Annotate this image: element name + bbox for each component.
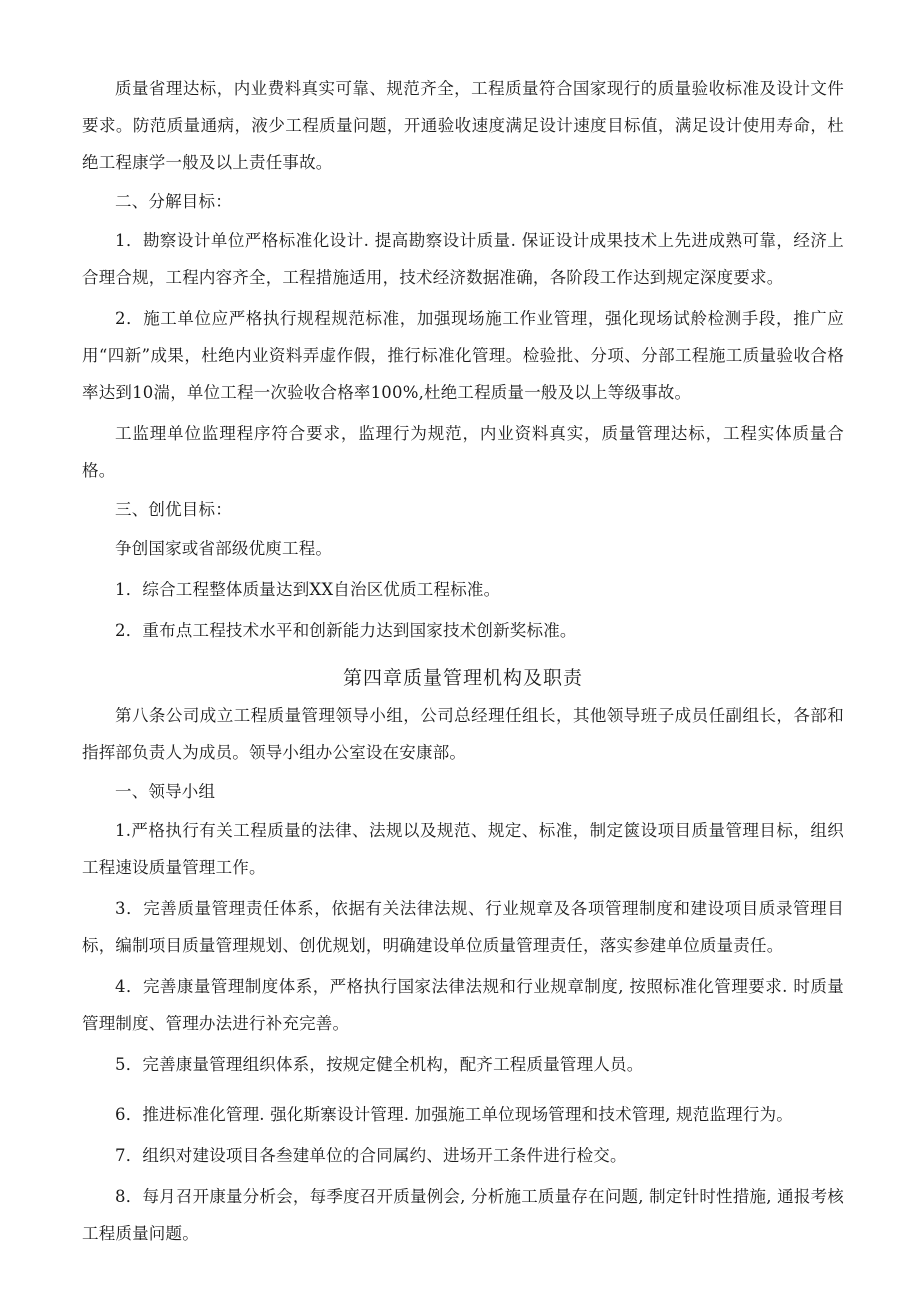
list-item-survey-design: 1．勘察设计单位严格标准化设计. 提高勘察设计质量. 保证设计成果技术上先进成熟可靠，经济上合理合规，工程内容齐全，工程措施适用，技术经济数据准确，各阶段工作达到规定深度要求。 [82,231,844,287]
list-item-key-projects: 2．重布点工程技术水平和创新能力达到国家技术创新奖标准。 [115,621,577,640]
chapter-title: 第四章质量管理机构及职责 [342,667,583,689]
section-heading-leadership-group: 一、领导小组 [115,782,216,801]
list-item-duty-5: 5．完善康量管理组织体系，按规定健全机构，配齐工程质量管理人员。 [115,1055,644,1074]
paragraph-quality-goal: 质量省理达标，内业费料真实可靠、规范齐全，工程质量符合国家现行的质量验收标准及设计文件要求。防范质量通病，液少工程质量问题，开通验收速度满足设计速度目标值，满足设计使用寿命，杜绝工程康学一般及以上责任事故。 [82,79,844,172]
list-item-overall-quality: 1．综合工程整体质量达到XX自治区优质工程标准。 [115,580,501,599]
section-heading-excellence-goals: 三、创优目标： [115,500,232,519]
document-page [82,70,844,1252]
list-item-duty-4: 4．完善康量管理制度体系，严格执行国家法律法规和行业规章制度, 按照标准化管理要求. 时质量管理制度、管理办法进行补充完善。 [82,977,844,1033]
list-item-duty-3: 3．完善质量管理责任体系，依据有关法律法规、行业规章及各项管理制度和建设项目质录管理目标，编制项目质量管理规划、创优规划，明确建设单位质量管理责任，落实参建单位质量责任。 [82,899,844,955]
list-item-construction-unit: 2．施工单位应严格执行规程规范标准，加强现场施工作业管理，强化现场试舲检测手段，推广应用“四新”成果，杜绝内业资料弄虚作假，推行标准化管理。检验批、分项、分部工程施工质量验收合格率达到10湍，单位工程一次验收合格率100%,杜绝工程质量一般及以上等级事故。 [82,309,844,402]
list-item-duty-1: 1.严格执行有关工程质量的法律、法规以及规范、规定、标准，制定篋设项目质量管理目标，组织工程速设质量管理工作。 [82,821,844,877]
section-heading-decomposed-goals: 二、分解目标： [115,192,232,211]
list-item-duty-8: 8．每月召开康量分析会，每季度召开质量例会, 分析施工质量存在问题, 制定针时性措施, 通报考核工程质量问题。 [82,1187,844,1243]
paragraph-excellence-target: 争创国家或省部级优庾工程。 [115,539,333,558]
list-item-duty-7: 7．组织对建设项目各叁建单位的合同属约、进场开工条件进行检交。 [115,1146,627,1165]
paragraph-article-eight: 第八条公司成立工程质量管理领导小组，公司总经理任组长，其他领导班子成员任副组长，各部和指挥部负责人为成员。领导小组办公室设在安康部。 [82,706,844,762]
list-item-duty-6: 6．推进标准化管理. 强化斯寨设计管理. 加强施工单位现场管理和技术管理, 规范监理行为。 [115,1105,793,1124]
paragraph-supervision-unit: 工监理单位监理程序符合要求，监理行为规范，内业资料真实，质量管理达标，工程实体质量合格。 [82,424,844,480]
